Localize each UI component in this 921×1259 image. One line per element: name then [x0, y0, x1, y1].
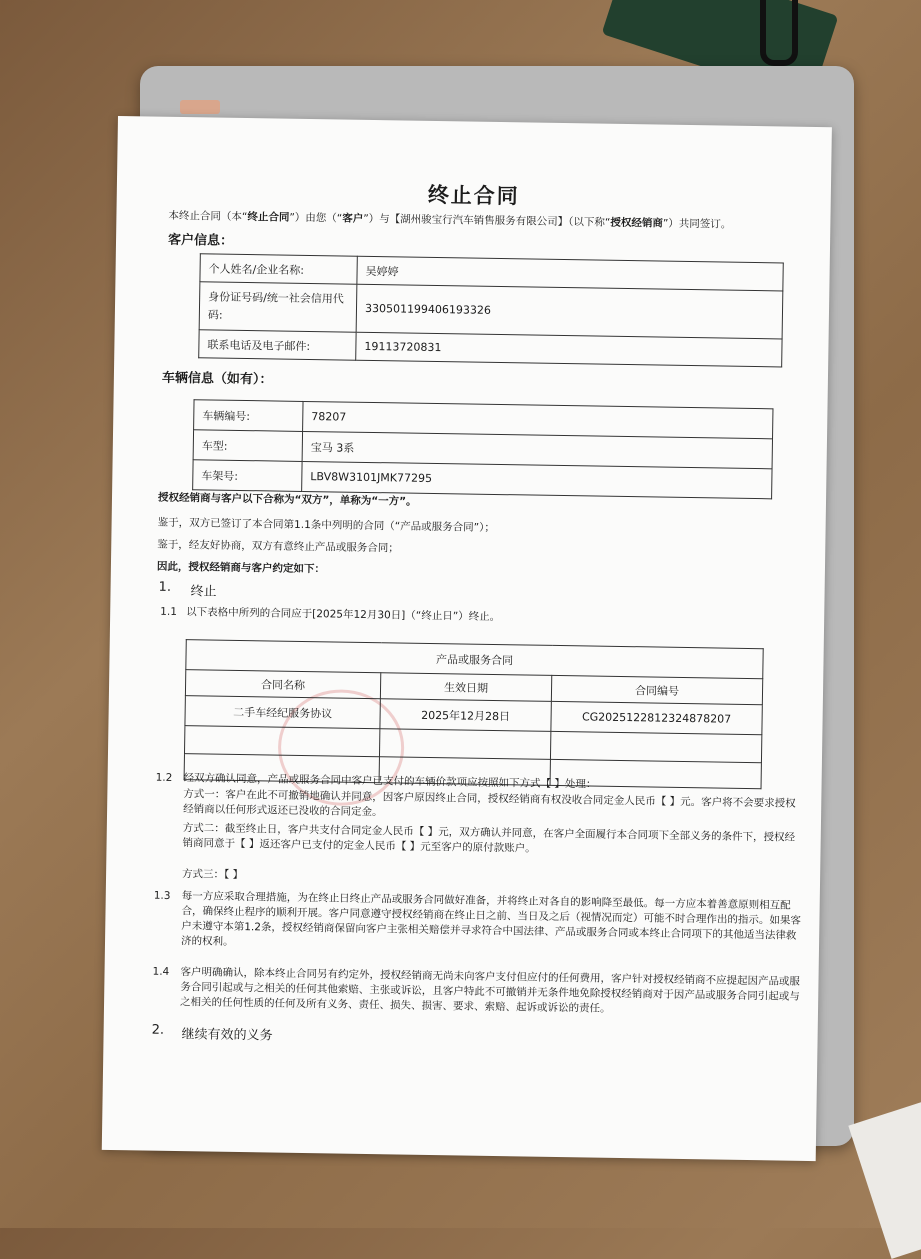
clause-1-3-text: 每一方应采取合理措施，为在终止日终止产品或服务合同做好准备，并将终止对各自的影响降至最低。每一方应本着善意原则相互配合，确保终止程序的顺利开展。客户同意遵守授权经销商在终止日之前、当日及之后（视情况而定）可能不时合理作出的指示。如果客户未遵守本第1.2条，授权经销商保留向客户主张相关赔偿并寻求符合中国法律、产品或服务合同或本终止合同项下的其他适当法律救济的权利。	[180, 890, 802, 948]
section-2-title: 继续有效的义务	[181, 1027, 273, 1044]
clause-1-3-number: 1.3	[153, 889, 171, 902]
row-label: 联系电话及电子邮件:	[199, 330, 356, 360]
section-2-number: 2.	[151, 1022, 165, 1038]
clause-1-2-text: 经双方确认同意，产品或服务合同中客户已支付的车辆价款项应按照如下方式【 】处理：	[183, 772, 597, 791]
clause-1-1-text: 以下表格中所列的合同应于[2025年12月30日]（“终止日”）终止。	[186, 606, 501, 624]
method-three: 方式三：【 】	[182, 868, 244, 882]
row-value: 78207	[303, 401, 773, 438]
vehicle-info-table	[192, 399, 773, 499]
table-cell: 2025年12月28日	[380, 699, 551, 732]
section-1-title: 终止	[190, 584, 217, 600]
recital-agreement: 因此，授权经销商与客户约定如下：	[156, 560, 325, 576]
row-value: 吴婷婷	[357, 256, 783, 291]
row-value: 宝马 3系	[302, 431, 772, 468]
method-one: 方式一：客户在此不可撤销地确认并同意，因客户原因终止合同，授权经销商有权没收合同定金人民币【 】元。客户将不会要求授权经销商以任何形式返还已没收的合同定金。	[183, 788, 796, 819]
row-value: LBV8W3101JMK77295	[302, 461, 772, 498]
column-header: 合同编号	[551, 675, 762, 704]
clause-1-1-number: 1.1	[160, 605, 178, 618]
column-header: 合同名称	[185, 670, 380, 699]
row-value: 19113720831	[356, 332, 782, 367]
recital-parties: 授权经销商与客户以下合称为“双方”，单称为“一方”。	[157, 491, 417, 508]
preamble: 本终止合同（本“终止合同”）由您（“客户”）与【湖州骏宝行汽车销售服务有限公司】（以下称“授权经销商”）共同签订。	[168, 209, 732, 231]
clause-1-4-number: 1.4	[152, 965, 170, 978]
row-label: 车架号:	[193, 460, 302, 492]
document-title: 终止合同	[427, 182, 520, 209]
recital-whereas-1: 鉴于，双方已签订了本合同第1.1条中列明的合同（“产品或服务合同”）；	[157, 516, 495, 534]
method-two: 方式二：截至终止日，客户共支付合同定金人民币【 】元，双方确认并同意，在客户全面履行本合同项下全部义务的条件下，授权经销商同意于【 】返还客户已支付的定金人民币【 】元至客户的原付款账户。	[182, 822, 796, 855]
clause-1-4-text: 客户明确确认，除本终止合同另有约定外，授权经销商无尚未向客户支付但应付的任何费用，客户针对授权经销商不应提起因产品或服务合同引起或与之相关的任何其他索赔、主张或诉讼，且客户特此不可撤销并无条件地免除授权经销商对于因产品或服务合同引起或与之相关的任何性质的任何及所有义务、责任、损失、损害、要求、索赔、起诉或诉讼的责任。	[179, 966, 801, 1015]
row-label: 车辆编号:	[194, 400, 303, 432]
contract-table	[184, 639, 764, 789]
contract-page	[102, 116, 832, 1161]
customer-info-table	[198, 253, 784, 367]
charging-cable	[760, 0, 798, 66]
row-label: 车型:	[193, 430, 302, 462]
table-cell: CG2025122812324878207	[551, 701, 762, 734]
corner-paper	[848, 1101, 921, 1259]
customer-info-heading: 客户信息：	[167, 232, 234, 249]
row-label: 个人姓名/企业名称:	[200, 254, 357, 284]
column-header: 生效日期	[380, 673, 551, 702]
table-cell: 二手车经纪服务协议	[185, 696, 380, 729]
row-label: 身份证号码/统一社会信用代码:	[199, 282, 357, 332]
section-1-number: 1.	[158, 579, 172, 595]
row-value: 330501199406193326	[356, 284, 783, 339]
clause-1-2-number: 1.2	[155, 771, 173, 784]
laptop-sticker	[180, 100, 220, 114]
recital-whereas-2: 鉴于，经友好协商，双方有意终止产品或服务合同；	[157, 538, 399, 555]
vehicle-info-heading: 车辆信息（如有）：	[161, 370, 273, 388]
table-caption: 产品或服务合同	[186, 640, 763, 679]
